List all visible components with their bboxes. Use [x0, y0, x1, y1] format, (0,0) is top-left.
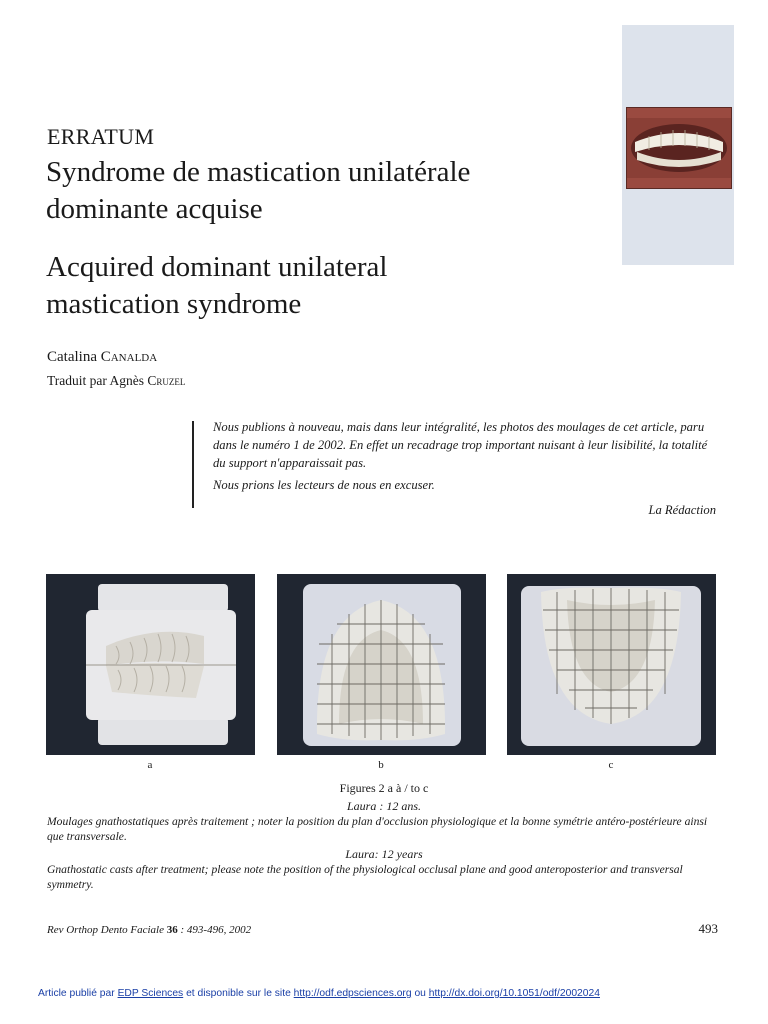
note-paragraph-1: Nous publions à nouveau, mais dans leur intégralité, les photos des moulages de cet article, paru dans le numéro 1 de 2002. En effet un recadrage trop important nuisant à leur lisibilité, la totalité du support n'apparaissait pas.	[213, 420, 708, 470]
erratum-label: ERRATUM	[47, 124, 155, 149]
publisher-link[interactable]: EDP Sciences	[117, 988, 184, 999]
figure-photo-c	[507, 574, 716, 755]
note-bar	[192, 421, 194, 508]
note-signature: La Rédaction	[648, 503, 716, 517]
journal-volume: 36	[166, 924, 178, 936]
legend-french: Moulages gnathostatiques après traitement ; noter la position du plan d'occlusion physiologique et la bonne symétrie antéro-postérieure ainsi que transversale.	[47, 815, 708, 843]
translator-last-name: Cruzel	[147, 373, 186, 388]
title-english-line-2: mastication syndrome	[46, 288, 302, 320]
side-panel	[622, 25, 734, 265]
title-english-line-1: Acquired dominant unilateral	[46, 251, 388, 283]
title-french-line-1: Syndrome de mastication unilatérale	[46, 156, 471, 188]
figure-label-b: b	[378, 759, 384, 771]
figure-label-c: c	[608, 759, 614, 771]
title-french-line-2: dominante acquise	[46, 193, 263, 225]
journal-pages: : 493-496, 2002	[177, 924, 252, 936]
site-link[interactable]: http://odf.edpsciences.org	[293, 988, 412, 999]
title-french	[46, 154, 606, 228]
doi-link[interactable]: http://dx.doi.org/10.1051/odf/2002024	[428, 988, 600, 999]
editorial-note	[213, 418, 718, 494]
legend-english: Gnathostatic casts after treatment; please note the position of the physiological occlusal plane and good anteroposterior and transversal symmetry.	[47, 863, 683, 891]
translator-prefix: Traduit par Agnès	[47, 373, 148, 388]
journal-reference	[47, 924, 251, 936]
author	[47, 349, 157, 366]
figure-title: Figures 2 a à / to c	[339, 781, 429, 795]
author-first-name: Catalina	[47, 349, 101, 365]
translator	[47, 373, 185, 389]
title-english	[46, 249, 606, 323]
figure-label-a: a	[147, 759, 153, 771]
patient-en: Laura: 12 years	[345, 847, 423, 861]
patient-fr: Laura : 12 ans.	[346, 799, 421, 813]
author-last-name: Canalda	[100, 349, 158, 365]
figure-photo-a	[46, 574, 255, 755]
intraoral-photo	[626, 107, 732, 189]
publisher-prefix: Article publié par	[38, 988, 118, 999]
publisher-note	[38, 988, 600, 999]
note-paragraph-2: Nous prions les lecteurs de nous en excuser.	[213, 478, 435, 492]
publisher-connector: ou	[411, 988, 429, 999]
page-number: 493	[698, 921, 718, 936]
figure-photo-b	[277, 574, 486, 755]
publisher-middle: et disponible sur le site	[183, 988, 294, 999]
journal-name: Rev Orthop Dento Faciale	[47, 924, 167, 936]
